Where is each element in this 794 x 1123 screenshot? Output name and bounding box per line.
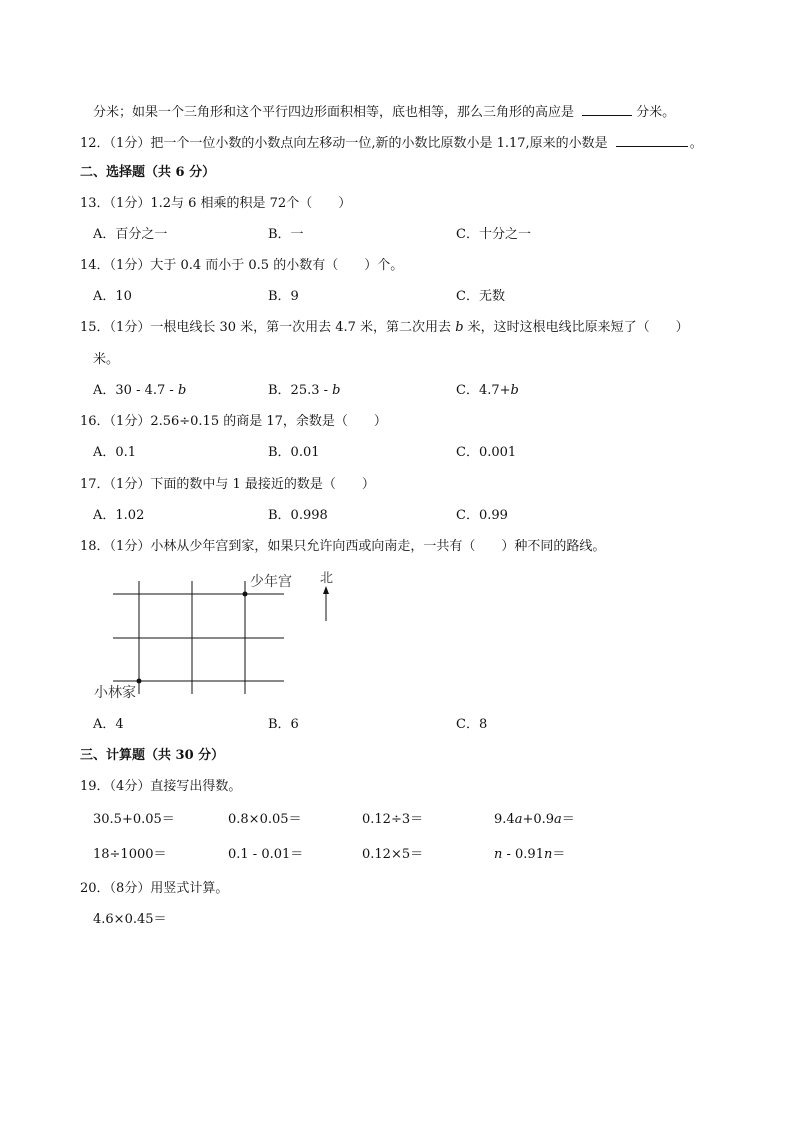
q19-item-3: 0.12÷3＝: [362, 812, 424, 827]
north-arrowhead-icon: [323, 586, 329, 594]
question-18-stem: 18．（1分）小林从少年宫到家，如果只允许向西或向南走，一共有（ ）种不同的路线。: [80, 539, 606, 554]
question-12: [80, 134, 703, 152]
q19-item-5: 18÷1000＝: [93, 847, 167, 862]
q12-end: 。: [689, 136, 703, 151]
q13-option-b[interactable]: B．一: [268, 227, 304, 242]
q16-option-a[interactable]: A．0.1: [93, 445, 137, 460]
q14-option-c[interactable]: C．无数: [456, 289, 505, 304]
question-16-stem: 16．（1分）2.56÷0.15 的商是 17，余数是（ ）: [80, 414, 387, 429]
q18-option-c[interactable]: C．8: [456, 717, 488, 732]
q13-option-a[interactable]: A．百分之一: [93, 227, 168, 242]
q19-item-4-var1: a: [514, 812, 523, 827]
q19-item-8-b: ＝: [552, 847, 566, 862]
q15-c-var: b: [510, 383, 519, 398]
q19-item-8-var2: n: [543, 847, 553, 862]
home-point: [137, 679, 142, 684]
q15-a-var: b: [177, 383, 187, 398]
q19-item-4: [494, 812, 575, 828]
q19-item-8: [494, 847, 565, 863]
question-13-stem: 13．（1分）1.2与 6 相乘的积是 72个（ ）: [80, 196, 352, 211]
q15-option-b[interactable]: [268, 383, 341, 399]
q13-option-c[interactable]: C．十分之一: [456, 227, 531, 242]
q17-option-c[interactable]: C．0.99: [456, 508, 508, 523]
north-label: 北: [320, 571, 334, 586]
q15-variable: b: [455, 320, 464, 335]
q19-item-8-a: - 0.91: [502, 847, 544, 862]
q15-stem-a: 15．（1分）一根电线长 30 米，第一次用去 4.7 米，第二次用去: [80, 320, 452, 335]
q14-option-a[interactable]: A．10: [93, 289, 132, 304]
q17-option-b[interactable]: B．0.998: [268, 508, 328, 523]
question-15-stem-line2: 米。: [93, 352, 120, 367]
q15-b-var: b: [332, 383, 341, 398]
route-grid-map: [88, 566, 348, 706]
q19-item-6: 0.1 - 0.01＝: [228, 847, 304, 862]
youth-palace-label: 少年宫: [250, 574, 292, 590]
youth-palace-point: [243, 592, 248, 597]
q20-expression: 4.6×0.45＝: [93, 912, 167, 927]
q19-item-7: 0.12×5＝: [362, 847, 424, 862]
q19-item-8-var1: n: [494, 847, 503, 862]
q12-text: 12．（1分）把一个一位小数的小数点向左移动一位,新的小数比原数小是 1.17,原来的小数是: [80, 136, 608, 151]
q11-answer-blank[interactable]: [582, 103, 632, 116]
q19-item-4-var2: a: [554, 812, 562, 827]
question-11-tail: [93, 103, 675, 121]
q16-option-b[interactable]: B．0.01: [268, 445, 320, 460]
q19-item-4-a: 9.4: [494, 812, 515, 827]
q17-option-a[interactable]: A．1.02: [93, 508, 145, 523]
question-20-stem: 20．（8分）用竖式计算。: [80, 881, 229, 896]
q15-b-text: B．25.3 -: [268, 383, 329, 398]
q19-item-4-b: +0.9: [522, 812, 555, 827]
q15-c-text: C．4.7+: [456, 383, 511, 398]
q16-option-c[interactable]: C．0.001: [456, 445, 517, 460]
q11-text: 分米；如果一个三角形和这个平行四边形面积相等，底也相等，那么三角形的高应是: [93, 105, 575, 120]
section-3-title: 三、计算题（共 30 分）: [80, 748, 225, 763]
q15-option-a[interactable]: [93, 383, 186, 399]
question-14-stem: 14．（1分）大于 0.4 而小于 0.5 的小数有（ ）个。: [80, 258, 404, 273]
q19-item-4-c: ＝: [561, 812, 575, 827]
q15-option-c[interactable]: [456, 383, 519, 399]
q15-a-text: A．30 - 4.7 -: [93, 383, 174, 398]
home-label: 小林家: [94, 685, 136, 701]
q12-answer-blank[interactable]: [616, 134, 688, 147]
q14-option-b[interactable]: B．9: [268, 289, 299, 304]
question-15-stem: [80, 320, 689, 336]
q19-item-1: 30.5+0.05＝: [93, 812, 175, 827]
question-17-stem: 17．（1分）下面的数中与 1 最接近的数是（ ）: [80, 477, 375, 492]
q18-option-a[interactable]: A．4: [93, 717, 124, 732]
section-2-title: 二、选择题（共 6 分）: [80, 165, 216, 180]
question-19-stem: 19．（4分）直接写出得数。: [80, 779, 242, 794]
q19-item-2: 0.8×0.05＝: [228, 812, 302, 827]
q18-option-b[interactable]: B．6: [268, 717, 299, 732]
q15-stem-b: 米，这时这根电线比原来短了（ ）: [467, 320, 689, 335]
q11-unit: 分米。: [636, 105, 676, 120]
